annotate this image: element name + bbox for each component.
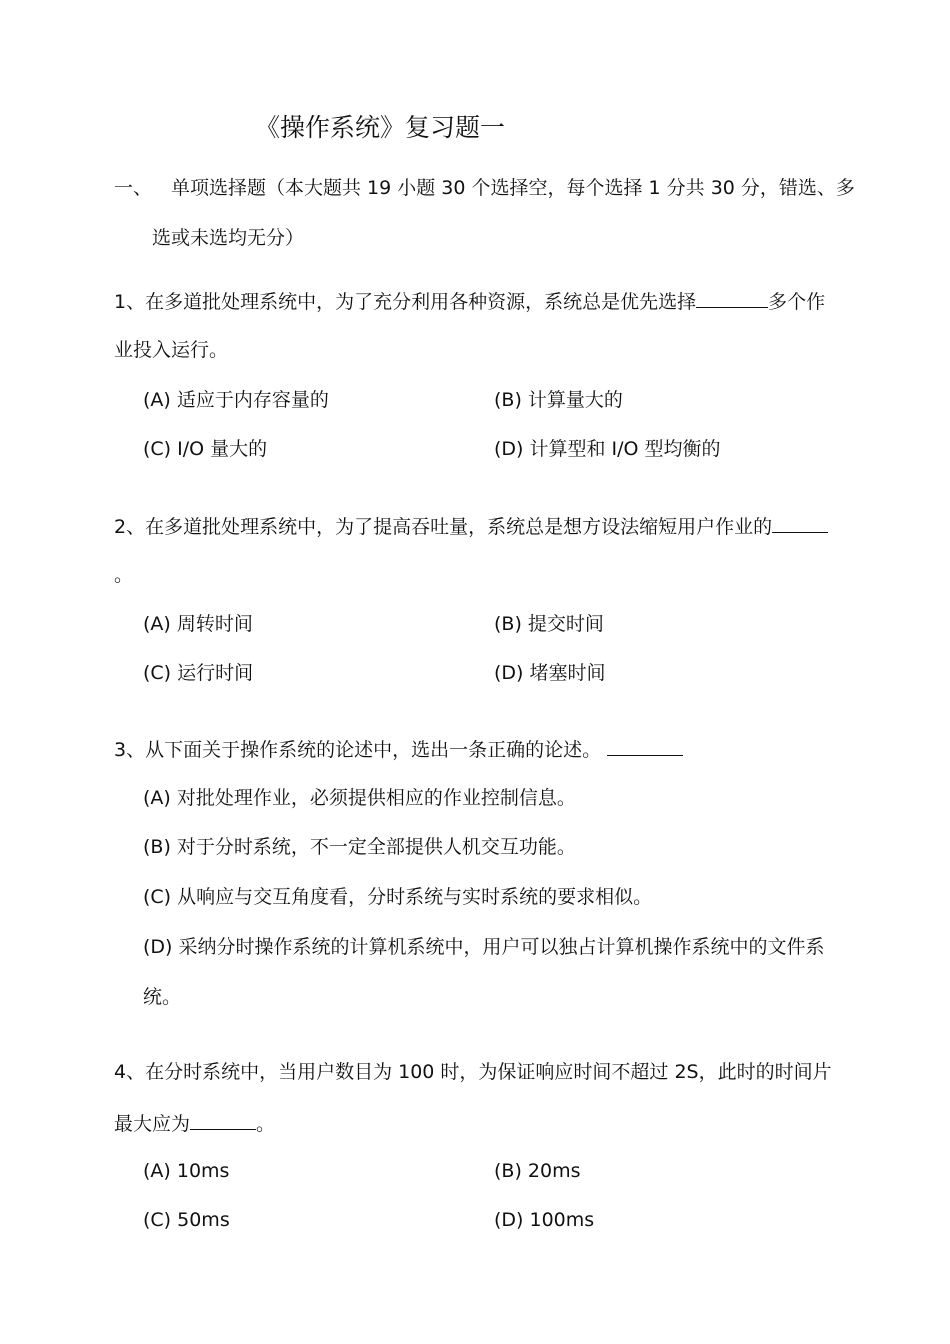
question-3-text-line1 (114, 736, 683, 762)
section-heading-line1: 单项选择题（本大题共 19 小题 30 个选择空，每个选择 1 分共 30 分，错选、多 (171, 177, 855, 199)
question-2-option-a: (A) 周转时间 (143, 613, 253, 635)
question-4-text-after: 。 (256, 1113, 276, 1135)
question-3-text: 3、从下面关于操作系统的论述中，选出一条正确的论述。 (114, 739, 602, 761)
question-3-option-d: (D) 采纳分时操作系统的计算机系统中，用户可以独占计算机操作系统中的文件系 (143, 936, 825, 958)
answer-blank (696, 288, 768, 308)
answer-blank (607, 736, 683, 756)
question-1-text-before: 1、在多道批处理系统中，为了充分利用各种资源，系统总是优先选择 (114, 291, 697, 313)
document-title: 《操作系统》复习题一 (254, 113, 505, 142)
answer-blank (190, 1110, 256, 1130)
question-2-text-line2: 。 (114, 564, 134, 586)
question-3-option-b: (B) 对于分时系统，不一定全部提供人机交互功能。 (143, 836, 576, 858)
section-number: 一、 (114, 177, 153, 199)
question-1-text-line1 (114, 288, 825, 314)
answer-blank (772, 513, 828, 533)
question-3-option-a: (A) 对批处理作业，必须提供相应的作业控制信息。 (143, 787, 576, 809)
section-heading-line2: 选或未选均无分） (152, 227, 305, 249)
question-4-option-c: (C) 50ms (143, 1209, 230, 1231)
question-3-option-c: (C) 从响应与交互角度看，分时系统与实时系统的要求相似。 (143, 886, 653, 908)
question-4-text-line2 (114, 1110, 275, 1136)
question-1-text-line2: 业投入运行。 (114, 339, 229, 361)
question-4-text-line1: 4、在分时系统中，当用户数目为 100 时，为保证响应时间不超过 2S，此时的时间片 (114, 1061, 832, 1083)
question-2-text-line1 (114, 513, 828, 539)
question-1-option-c: (C) I/O 量大的 (143, 438, 268, 460)
question-1-option-a: (A) 适应于内存容量的 (143, 389, 329, 411)
question-3-option-d-continued: 统。 (143, 986, 182, 1008)
question-2-text: 2、在多道批处理系统中，为了提高吞吐量，系统总是想方设法缩短用户作业的 (114, 516, 773, 538)
question-2-option-c: (C) 运行时间 (143, 662, 254, 684)
question-2-option-b: (B) 提交时间 (494, 613, 604, 635)
question-4-option-d: (D) 100ms (494, 1209, 595, 1231)
question-4-option-b: (B) 20ms (494, 1160, 581, 1182)
question-4-option-a: (A) 10ms (143, 1160, 230, 1182)
question-2-option-d: (D) 堵塞时间 (494, 662, 606, 684)
question-1-text-after: 多个作 (768, 291, 826, 313)
question-1-option-d: (D) 计算型和 I/O 型均衡的 (494, 438, 721, 460)
question-1-option-b: (B) 计算量大的 (494, 389, 623, 411)
question-4-text-before: 最大应为 (114, 1113, 191, 1135)
